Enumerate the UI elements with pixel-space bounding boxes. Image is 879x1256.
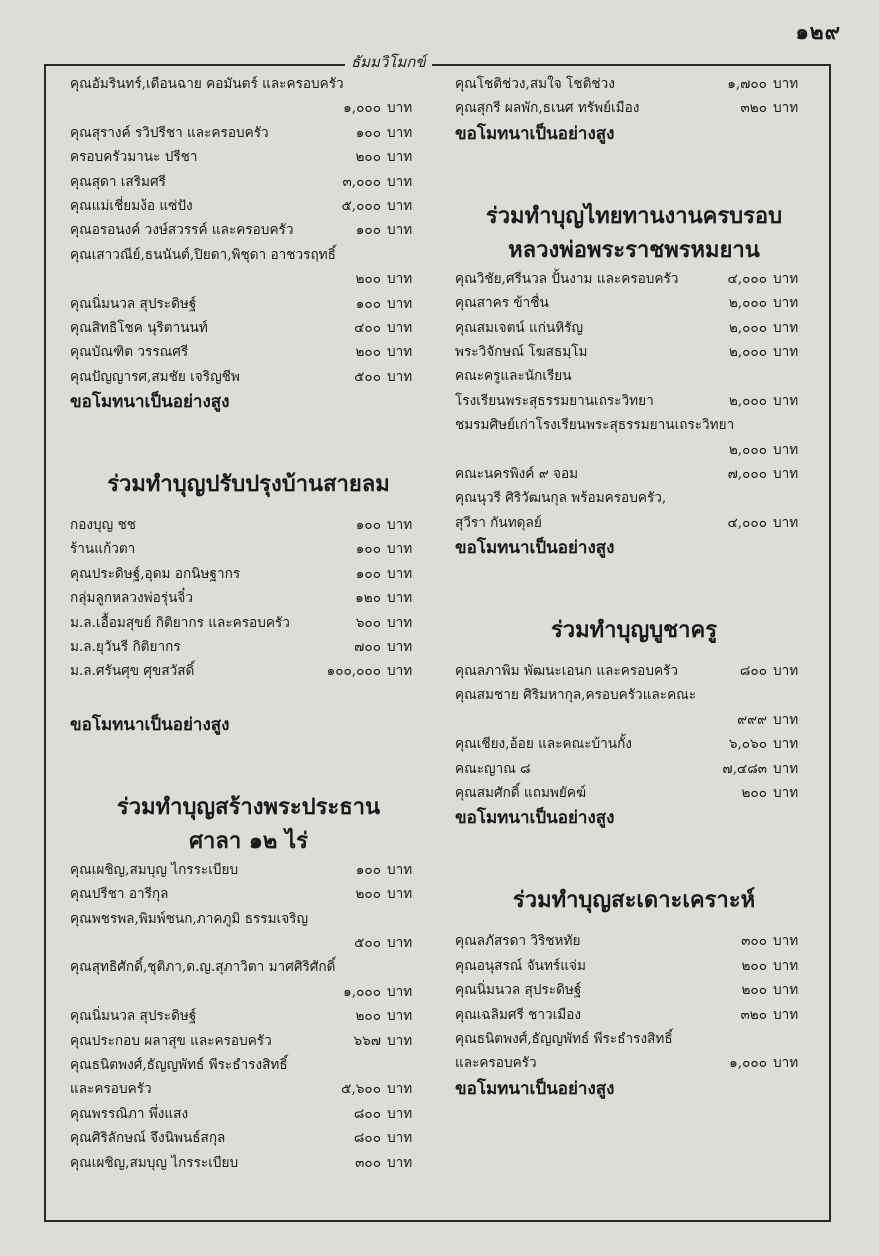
donor-name: คุณประดิษฐ์,อุดม อกนิษฐากร	[70, 565, 241, 582]
donation-amount: ๖,๐๖๐	[728, 736, 767, 753]
donation-list-3	[70, 858, 427, 1175]
donation-amount: ๒๐๐	[355, 1008, 381, 1025]
donation-amount: ๗,๔๘๓	[722, 760, 767, 777]
donor-name: ม.ล.ยุวันรี กิติยากร	[70, 639, 181, 656]
donation-row	[455, 267, 813, 291]
donation-row	[70, 170, 427, 194]
donor-name: คุณเผชิญ,สมบุญ ไกรระเบียบ	[70, 861, 239, 878]
right-column	[455, 72, 813, 1102]
currency-unit: บาท	[387, 590, 413, 607]
donor-name: คุณธนิตพงศ์,ธัญญพัทธ์ พีระธำรงสิทธิ์	[70, 1056, 288, 1073]
donor-name: คุณสุดา เสริมศรี	[70, 173, 166, 190]
donation-row	[70, 365, 427, 389]
currency-unit: บาท	[387, 1154, 413, 1171]
donor-name: พระวิจักษณ์ โฆสธมฺโม	[455, 343, 588, 360]
donation-amount: ๘๐๐	[739, 663, 767, 680]
donation-amount: ๔,๐๐๐	[727, 270, 767, 287]
donation-row	[70, 340, 427, 364]
donation-row	[70, 1053, 427, 1077]
donation-amount: ๒,๐๐๐	[728, 343, 767, 360]
donation-list-1	[70, 72, 427, 389]
donation-amount: ๕๐๐	[354, 368, 381, 385]
currency-unit: บาท	[773, 957, 799, 974]
donation-row	[70, 121, 427, 145]
currency-unit: บาท	[773, 514, 799, 531]
donation-row	[70, 1077, 427, 1101]
donor-name: คุณแม่เชี่ยมง้อ แซ่ปัง	[70, 197, 193, 214]
donation-row	[455, 954, 813, 978]
donation-row	[70, 882, 427, 906]
donation-amount: ๑,๐๐๐	[729, 1055, 767, 1072]
donation-amount: ๑๐๐	[355, 861, 381, 878]
donor-name: คุณสมเจตน์ แก่นหิรัญ	[455, 319, 584, 336]
donation-row	[455, 291, 813, 315]
donation-row	[70, 96, 427, 120]
donation-row	[455, 929, 813, 953]
donation-row	[70, 72, 427, 96]
donation-row	[70, 562, 427, 586]
currency-unit: บาท	[387, 1008, 413, 1025]
donation-amount: ๖๐๐	[355, 614, 381, 631]
donation-list-0	[455, 72, 813, 121]
section-title: ร่วมทำบุญไทยทานงานครบรอบ	[485, 202, 783, 229]
donation-amount: ๑๐๐	[355, 517, 381, 534]
currency-unit: บาท	[387, 1105, 413, 1122]
donor-name: คุณลภาพิม พัฒนะเอนก และครอบครัว	[455, 663, 678, 680]
donation-amount: ๒๐๐	[355, 271, 381, 288]
donor-name: คุณปรีชา อารีกุล	[70, 886, 169, 903]
left-column	[70, 72, 427, 1175]
donor-name: คุณเฉลิมศรี ชาวเมือง	[455, 1006, 582, 1023]
donation-amount: ๒๐๐	[741, 982, 767, 999]
currency-unit: บาท	[387, 100, 413, 117]
donor-name: คุณสิทธิโชค นุริตานนท์	[70, 319, 208, 336]
donation-row	[70, 611, 427, 635]
donor-name: คุณพรรณิภา พึ่งแสง	[70, 1105, 189, 1122]
currency-unit: บาท	[773, 343, 799, 360]
section-title: ร่วมทำบุญสะเดาะเคราะห์	[512, 887, 756, 914]
currency-unit: บาท	[773, 76, 799, 92]
donor-name: สุวีรา กันทดุลย์	[455, 514, 542, 531]
currency-unit: บาท	[387, 1081, 413, 1098]
currency-unit: บาท	[387, 886, 413, 903]
donor-name: คุณปัญญารศ,สมชัย เจริญชีพ	[70, 368, 240, 385]
thanks-line: ขอโมทนาเป็นอย่างสูง	[455, 1078, 615, 1099]
donation-amount: ๒๐๐	[355, 149, 381, 166]
donation-row	[455, 659, 813, 683]
donation-row	[455, 486, 813, 510]
donor-name: ครอบครัวมานะ ปรีชา	[70, 149, 198, 166]
donation-amount: ๖๖๗	[353, 1032, 381, 1049]
donor-name: คุณประกอบ ผลาสุข และครอบครัว	[70, 1032, 272, 1049]
donation-amount: ๒,๐๐๐	[728, 441, 767, 458]
currency-unit: บาท	[387, 197, 413, 214]
donor-name: คุณเสาวณีย์,ธนนันต์,ปิยดา,พิชุดา อาชวรฤทธิ์	[70, 246, 336, 263]
thanks-line: ขอโมทนาเป็นอย่างสูง	[70, 714, 230, 735]
donation-row	[70, 858, 427, 882]
donation-row	[455, 708, 813, 732]
donation-amount: ๕๐๐	[354, 934, 381, 951]
donation-row	[455, 781, 813, 805]
donor-name: คุณนิ่มนวล สุประดิษฐ์	[70, 1008, 197, 1025]
donation-row	[70, 586, 427, 610]
donor-name: คุณพชรพล,พิมพ์ชนก,ภาคภูมิ ธรรมเจริญ	[70, 910, 309, 927]
currency-unit: บาท	[387, 1130, 413, 1147]
donation-row	[70, 316, 427, 340]
donor-name: คณะญาณ ๘	[455, 760, 531, 777]
donor-name: คุณศิริลักษณ์ จึงนิพนธ์สกุล	[70, 1130, 226, 1147]
section-title: ร่วมทำบุญบูชาครู	[550, 617, 718, 644]
donation-amount: ๓๐๐	[741, 933, 767, 950]
section-title: ร่วมทำบุญสร้างพระประธาน	[116, 793, 381, 820]
donation-amount: ๙๙๙	[737, 711, 767, 728]
donation-amount: ๒๐๐	[741, 785, 767, 802]
donation-row	[70, 931, 427, 955]
currency-unit: บาท	[773, 760, 799, 777]
donor-name: คุณลภัสรดา วิริชหทัย	[455, 933, 581, 950]
currency-unit: บาท	[387, 983, 413, 1000]
donation-row	[455, 340, 813, 364]
thanks-line: ขอโมทนาเป็นอย่างสูง	[455, 808, 615, 829]
donation-amount: ๔๐๐	[354, 319, 381, 336]
donor-name: ร้านแก้วตา	[70, 541, 136, 558]
currency-unit: บาท	[387, 517, 413, 534]
donation-row	[70, 292, 427, 316]
donation-amount: ๓๐๐	[355, 1154, 381, 1171]
donation-row	[455, 462, 813, 486]
currency-unit: บาท	[773, 711, 799, 728]
donor-name: คุณวิชัย,ศรีนวล ปั้นงาม และครอบครัว	[455, 270, 679, 287]
donation-amount: ๕,๖๐๐	[341, 1081, 381, 1098]
donation-row	[70, 537, 427, 561]
donation-row	[70, 635, 427, 659]
donor-name: กองบุญ ชช	[70, 517, 137, 534]
donation-list-1	[455, 267, 813, 535]
currency-unit: บาท	[773, 441, 799, 458]
donation-row	[70, 243, 427, 267]
donation-row	[455, 316, 813, 340]
currency-unit: บาท	[773, 319, 799, 336]
donation-row	[455, 511, 813, 535]
donation-amount: ๑,๐๐๐	[343, 983, 381, 1000]
donation-row	[70, 955, 427, 979]
currency-unit: บาท	[387, 861, 413, 878]
donation-row	[70, 1151, 427, 1175]
donor-name: คุณอนุสรณ์ จันทร์แจ่ม	[455, 957, 586, 974]
donation-amount: ๒,๐๐๐	[728, 295, 767, 312]
thanks-line: ขอโมทนาเป็นอย่างสูง	[455, 123, 615, 144]
donor-name: คุณสุกรี ผลพัก,ธเนศ ทรัพย์เมือง	[455, 100, 640, 117]
currency-unit: บาท	[773, 663, 799, 680]
donation-row	[455, 1003, 813, 1027]
currency-unit: บาท	[773, 933, 799, 950]
donation-amount: ๑,๐๐๐	[343, 100, 381, 117]
donation-amount: ๑,๗๐๐	[727, 76, 767, 92]
donor-name: คุณนุวรี ศิริวัฒนกุล พร้อมครอบครัว,	[455, 490, 667, 507]
donor-name: ม.ล.ศรันศุข ศุขสวัสดิ์	[70, 663, 195, 680]
currency-unit: บาท	[387, 541, 413, 558]
donor-name: คุณสาคร ข้าชื่น	[455, 295, 549, 312]
donor-name: ชมรมศิษย์เก่าโรงเรียนพระสุธรรมยานเถระวิทยา	[455, 417, 735, 434]
donor-name: คุณสมศักดิ์ แถมพยัคฆ์	[455, 785, 587, 802]
currency-unit: บาท	[773, 1055, 799, 1072]
thanks-line: ขอโมทนาเป็นอย่างสูง	[455, 538, 615, 559]
section-title-line2: หลวงพ่อพระราชพรหมยาน	[508, 236, 760, 263]
donation-amount: ๑๒๐	[355, 590, 381, 607]
donation-row	[455, 978, 813, 1002]
donation-amount: ๓๒๐	[740, 100, 767, 117]
donation-row	[70, 145, 427, 169]
currency-unit: บาท	[387, 222, 413, 239]
donation-amount: ๑๐๐	[355, 565, 381, 582]
currency-unit: บาท	[387, 565, 413, 582]
donor-name: คุณสมชาย ศิริมหากุล,ครอบครัวและคณะ	[455, 687, 697, 704]
donor-name: คุณเผชิญ,สมบุญ ไกรระเบียบ	[70, 1154, 239, 1171]
currency-unit: บาท	[773, 736, 799, 753]
donation-amount: ๒๐๐	[741, 957, 767, 974]
donation-row	[455, 96, 813, 120]
donation-row	[70, 980, 427, 1004]
currency-unit: บาท	[773, 982, 799, 999]
donation-row	[455, 757, 813, 781]
donation-list-2	[455, 659, 813, 805]
donation-amount: ๒,๐๐๐	[728, 319, 767, 336]
currency-unit: บาท	[387, 319, 413, 336]
donor-name: คุณสุทธิศักดิ์,ชุติภา,ด.ญ.สุภาวิตา มาศศิริศักดิ์	[70, 959, 336, 976]
donor-name: คุณนิ่มนวล สุประดิษฐ์	[455, 982, 582, 999]
donation-row	[455, 1027, 813, 1051]
donation-amount: ๓๒๐	[740, 1006, 767, 1023]
donation-list-2	[70, 513, 427, 684]
donor-name: คุณสุรางค์ รวิปรีชา และครอบครัว	[70, 124, 269, 141]
currency-unit: บาท	[773, 100, 799, 117]
donor-name: คณะครูและนักเรียน	[455, 368, 572, 385]
currency-unit: บาท	[387, 271, 413, 288]
donation-amount: ๒๐๐	[355, 886, 381, 903]
donation-amount: ๑๐๐	[355, 124, 381, 141]
donation-row	[455, 413, 813, 437]
currency-unit: บาท	[387, 934, 413, 951]
currency-unit: บาท	[387, 344, 413, 361]
donation-list-3	[455, 929, 813, 1075]
donor-name: กลุ่มลูกหลวงพ่อรุ่นจิ๋ว	[70, 590, 193, 607]
donation-row	[455, 732, 813, 756]
donation-amount: ๗,๐๐๐	[727, 465, 767, 482]
donation-amount: ๔,๐๐๐	[727, 514, 767, 531]
donation-row	[70, 1004, 427, 1028]
donor-name: โรงเรียนพระสุธรรมยานเถระวิทยา	[455, 392, 654, 409]
donor-name: คุณอรอนงค์ วงษ์สวรรค์ และครอบครัว	[70, 222, 294, 239]
donation-row	[70, 1102, 427, 1126]
currency-unit: บาท	[387, 663, 413, 680]
currency-unit: บาท	[387, 173, 413, 190]
donation-row	[70, 267, 427, 291]
currency-unit: บาท	[773, 465, 799, 482]
running-header: ธัมมวิโมกข์	[345, 50, 432, 74]
donor-name: คณะนครพิงค์ ๙ จอม	[455, 465, 579, 482]
currency-unit: บาท	[387, 149, 413, 166]
donation-row	[70, 513, 427, 537]
donation-row	[455, 364, 813, 388]
donation-amount: ๘๐๐	[353, 1105, 381, 1122]
donation-amount: ๓,๐๐๐	[342, 173, 381, 190]
currency-unit: บาท	[387, 295, 413, 312]
donation-amount: ๑๐๐	[355, 222, 381, 239]
donor-name: และครอบครัว	[455, 1055, 537, 1072]
donor-name: คุณธนิตพงศ์,ธัญญพัทธ์ พีระธำรงสิทธิ์	[455, 1030, 673, 1047]
donor-name: ม.ล.เอื้อมสุขย์ กิติยากร และครอบครัว	[70, 614, 290, 631]
donation-row	[70, 907, 427, 931]
donation-amount: ๘๐๐	[353, 1130, 381, 1147]
donor-name: คุณเชียง,อ้อย และคณะบ้านกั้ง	[455, 736, 632, 753]
donation-amount: ๑๐๐	[355, 295, 381, 312]
thanks-line: ขอโมทนาเป็นอย่างสูง	[70, 392, 230, 413]
donation-row	[70, 218, 427, 242]
donation-row	[455, 72, 813, 96]
donor-name: และครอบครัว	[70, 1081, 152, 1098]
donor-name: คุณโชติช่วง,สมใจ โชติช่วง	[455, 76, 615, 92]
currency-unit: บาท	[387, 614, 413, 631]
section-title-line2: ศาลา ๑๒ ไร่	[189, 827, 308, 854]
donation-amount: ๒,๐๐๐	[728, 392, 767, 409]
page-number: ๑๒๙	[795, 19, 841, 44]
donation-row	[70, 194, 427, 218]
currency-unit: บาท	[387, 1032, 413, 1049]
currency-unit: บาท	[773, 785, 799, 802]
donation-amount: ๑๐๐,๐๐๐	[326, 663, 381, 680]
currency-unit: บาท	[773, 1006, 799, 1023]
donation-amount: ๒๐๐	[355, 344, 381, 361]
donation-row	[70, 1029, 427, 1053]
currency-unit: บาท	[387, 368, 413, 385]
donor-name: คุณบัณฑิต วรรณศรี	[70, 344, 189, 361]
currency-unit: บาท	[387, 124, 413, 141]
donor-name: คุณนิ่มนวล สุประดิษฐ์	[70, 295, 197, 312]
donor-name: คุณอัมรินทร์,เดือนฉาย คอมันตร์ และครอบครัว	[70, 76, 344, 92]
donation-row	[70, 1126, 427, 1150]
donation-row	[70, 659, 427, 683]
donation-row	[455, 389, 813, 413]
currency-unit: บาท	[387, 639, 413, 656]
donation-amount: ๕,๐๐๐	[341, 197, 381, 214]
donation-row	[455, 438, 813, 462]
currency-unit: บาท	[773, 270, 799, 287]
donation-row	[455, 1051, 813, 1075]
currency-unit: บาท	[773, 295, 799, 312]
section-title: ร่วมทำบุญปรับปรุงบ้านสายลม	[107, 471, 390, 498]
donation-row	[455, 683, 813, 707]
currency-unit: บาท	[773, 392, 799, 409]
donation-amount: ๑๐๐	[355, 541, 381, 558]
donation-amount: ๗๐๐	[354, 639, 381, 656]
